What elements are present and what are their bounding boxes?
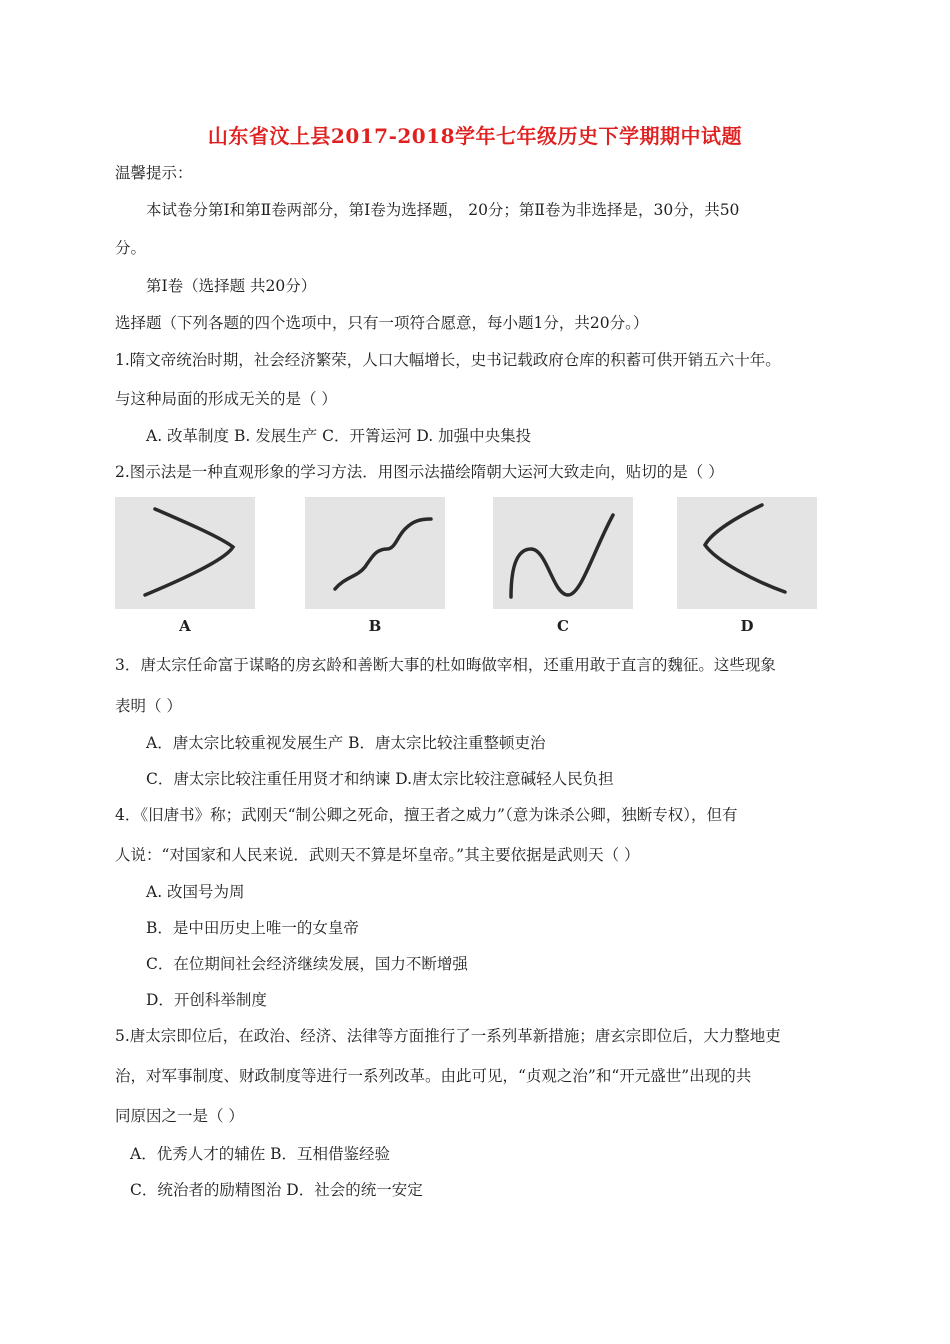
curve-c-drawing — [493, 497, 633, 609]
figure-c-label: C — [557, 617, 569, 635]
question-1-stem-line-1: 1.隋文帝统治时期，社会经济繁荣，人口大幅增长，史书记载政府仓库的积蓄可供开销五六十年。 — [115, 351, 781, 369]
curve-d-drawing — [677, 497, 817, 609]
question-5-stem-line-2: 治，对军事制度、财政制度等进行一系列改革。由此可见，“贞观之治”和“开元盛世”出现的共 — [115, 1067, 752, 1085]
question-1-stem-line-2: 与这种局面的形成无关的是（ ） — [115, 390, 337, 408]
question-4-option-d: D．开创科举制度 — [146, 991, 267, 1009]
figure-d-label: D — [740, 617, 754, 635]
question-3-stem-line-2: 表明（ ） — [115, 697, 182, 715]
figure-b-image — [305, 497, 445, 609]
figure-d-image — [677, 497, 817, 609]
question-4-option-a: A. 改国号为周 — [146, 883, 245, 901]
figure-a-image — [115, 497, 255, 609]
instructions: 选择题（下列各题的四个选项中，只有一项符合愿意，每小题1分，共20分。） — [115, 314, 649, 332]
figure-c-image — [493, 497, 633, 609]
figure-option-b — [305, 497, 445, 642]
question-4-stem-line-2: 人说：“对国家和人民来说．武则天不算是坏皇帝。”其主要依据是武则天（ ） — [115, 846, 640, 864]
question-4-stem-line-1: 4．《旧唐书》称；武刚天“制公卿之死命，擅王者之威力”（意为诛杀公卿，独断专权），但有 — [115, 806, 738, 824]
section-heading: 第Ⅰ卷（选择题 共20分） — [146, 277, 317, 295]
curve-a-drawing — [115, 497, 255, 609]
question-4-option-c: C．在位期间社会经济继续发展，国力不断增强 — [146, 955, 468, 973]
question-5-options-cd: C．统治者的励精图治 D．社会的统一安定 — [130, 1181, 423, 1199]
question-5-options-ab: A．优秀人才的辅佐 B．互相借鉴经验 — [130, 1145, 391, 1163]
canal-route-figures — [115, 497, 830, 642]
figure-option-d — [677, 497, 817, 642]
question-3-stem-line-1: 3．唐太宗任命富于谋略的房玄龄和善断大事的杜如晦做宰相，还重用敢于直言的魏征。这些现象 — [115, 656, 776, 674]
question-4-option-b: B．是中田历史上唯一的女皇帝 — [146, 919, 359, 937]
question-3-options-ab: A．唐太宗比较重视发展生产 B．唐太宗比较注重整顿吏治 — [146, 734, 546, 752]
question-1-options: A. 改革制度 B. 发展生产 C．开箐运河 D. 加强中央集投 — [146, 427, 532, 445]
question-2-stem: 2.图示法是一种直观形象的学习方法．用图示法描绘隋朝大运河大致走向，贴切的是（ ） — [115, 463, 724, 481]
tip-line-1: 本试卷分第Ⅰ和第Ⅱ卷两部分，第Ⅰ卷为选择题， 20分；第Ⅱ卷为非选择是，30分，共50 — [146, 201, 740, 219]
page-title: 山东省汶上县2017-2018学年七年级历史下学期期中试题 — [207, 124, 743, 148]
curve-b-drawing — [305, 497, 445, 609]
figure-option-c — [493, 497, 633, 642]
tip-line-2: 分。 — [115, 239, 147, 257]
question-5-stem-line-3: 同原因之一是（ ） — [115, 1107, 244, 1125]
question-3-options-cd: C．唐太宗比较注重任用贤才和纳谏 D.唐太宗比较注意碱轻人民负担 — [146, 770, 614, 788]
figure-option-a — [115, 497, 255, 642]
figure-a-label: A — [179, 617, 191, 635]
figure-b-label: B — [368, 617, 382, 635]
question-5-stem-line-1: 5.唐太宗即位后，在政治、经济、法律等方面推行了一系列革新措施；唐玄宗即位后，大力整地吏 — [115, 1027, 781, 1045]
tip-heading: 温馨提示： — [115, 164, 193, 182]
